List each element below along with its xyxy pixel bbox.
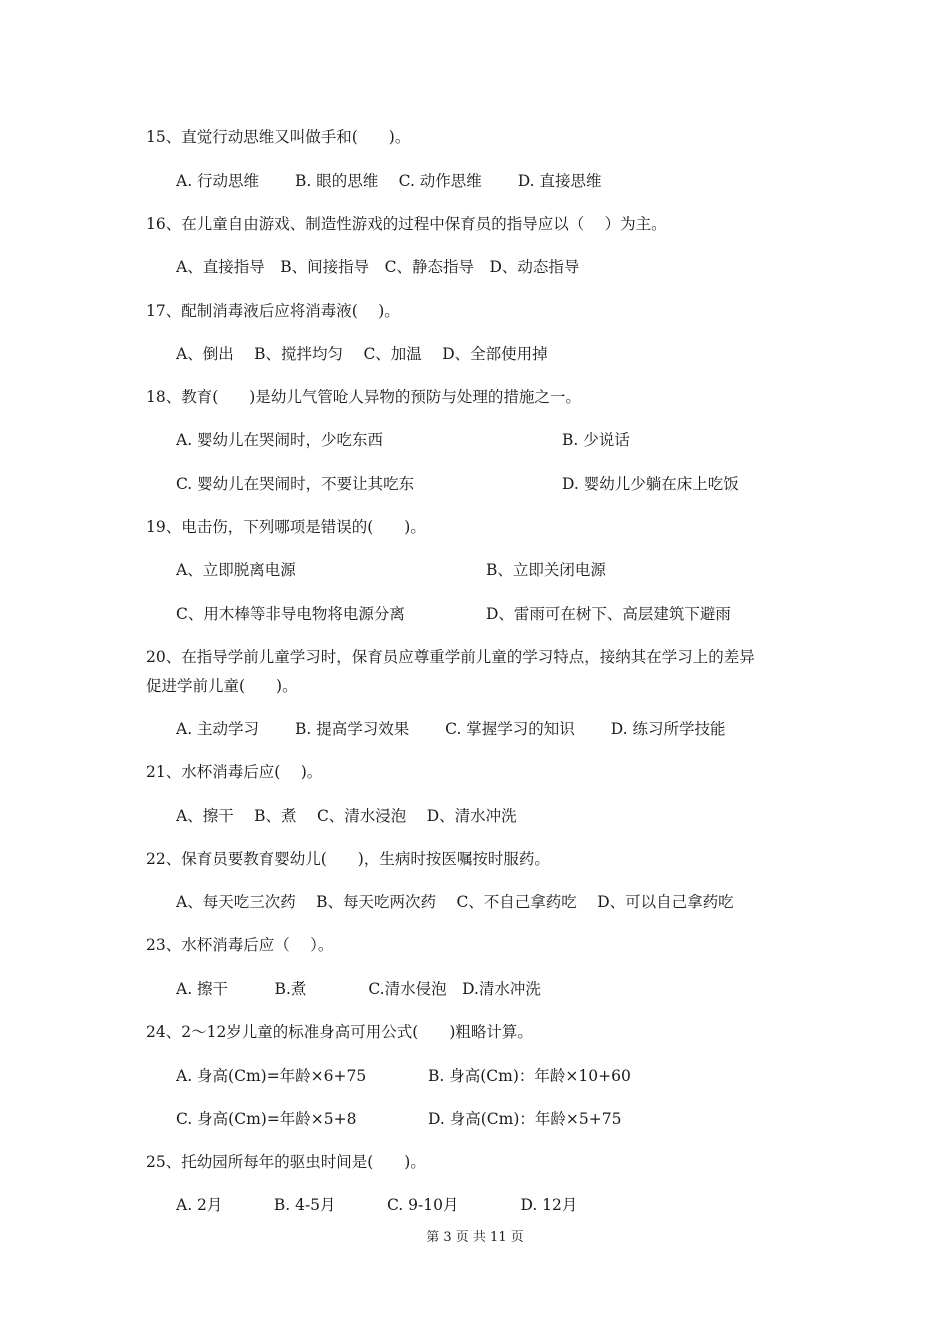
- question-17: 17、配制消毒液后应将消毒液( )。: [146, 302, 400, 320]
- option-18-d: D. 婴幼儿少躺在床上吃饭: [562, 475, 739, 493]
- options-25: A. 2月 B. 4-5月 C. 9-10月 D. 12月: [176, 1196, 578, 1214]
- question-16: 16、在儿童自由游戏、制造性游戏的过程中保育员的指导应以（ ）为主。: [146, 215, 667, 233]
- question-21: 21、水杯消毒后应( )。: [146, 763, 323, 781]
- option-19-a: A、立即脱离电源: [176, 561, 296, 579]
- option-24-b: B. 身高(Cm)：年龄×10+60: [428, 1067, 631, 1085]
- option-24-a: A. 身高(Cm)=年龄×6+75: [176, 1067, 367, 1085]
- question-24: 24、2～12岁儿童的标准身高可用公式( )粗略计算。: [146, 1023, 533, 1041]
- options-20: A. 主动学习 B. 提高学习效果 C. 掌握学习的知识 D. 练习所学技能: [176, 720, 726, 738]
- option-18-b: B. 少说话: [562, 431, 630, 449]
- question-22: 22、保育员要教育婴幼儿( )，生病时按医嘱按时服药。: [146, 850, 550, 868]
- options-16: A、直接指导 B、间接指导 C、静态指导 D、动态指导: [176, 258, 580, 276]
- option-18-a: A. 婴幼儿在哭闹时，少吃东西: [176, 431, 384, 449]
- option-24-c: C. 身高(Cm)=年龄×5+8: [176, 1110, 357, 1128]
- question-15: 15、直觉行动思维又叫做手和( )。: [146, 128, 411, 146]
- options-22: A、每天吃三次药 B、每天吃两次药 C、不自己拿药吃 D、可以自己拿药吃: [176, 893, 734, 911]
- option-18-c: C. 婴幼儿在哭闹时，不要让其吃东: [176, 475, 415, 493]
- question-18: 18、教育( )是幼儿气管呛人异物的预防与处理的措施之一。: [146, 388, 581, 406]
- question-23: 23、水杯消毒后应（ ）。: [146, 936, 334, 954]
- page-footer: 第 3 页 共 11 页: [426, 1230, 524, 1245]
- option-19-b: B、立即关闭电源: [486, 561, 606, 579]
- options-17: A、倒出 B、搅拌均匀 C、加温 D、全部使用掉: [176, 345, 548, 363]
- question-25: 25、托幼园所每年的驱虫时间是( )。: [146, 1153, 426, 1171]
- option-19-d: D、雷雨可在树下、高层建筑下避雨: [486, 605, 731, 623]
- question-20-line-1: 20、在指导学前儿童学习时，保育员应尊重学前儿童的学习特点，接纳其在学习上的差异: [146, 648, 755, 666]
- options-21: A、擦干 B、煮 C、清水浸泡 D、清水冲洗: [176, 807, 517, 825]
- option-19-c: C、用木棒等非导电物将电源分离: [176, 605, 405, 623]
- options-23: A. 擦干 B.煮 C.清水侵泡 D.清水冲洗: [176, 980, 541, 998]
- question-20-line-2: 促进学前儿童( )。: [146, 677, 298, 695]
- question-19: 19、电击伤，下列哪项是错误的( )。: [146, 518, 426, 536]
- options-15: A. 行动思维 B. 眼的思维 C. 动作思维 D. 直接思维: [176, 172, 602, 190]
- option-24-d: D. 身高(Cm)：年龄×5+75: [428, 1110, 622, 1128]
